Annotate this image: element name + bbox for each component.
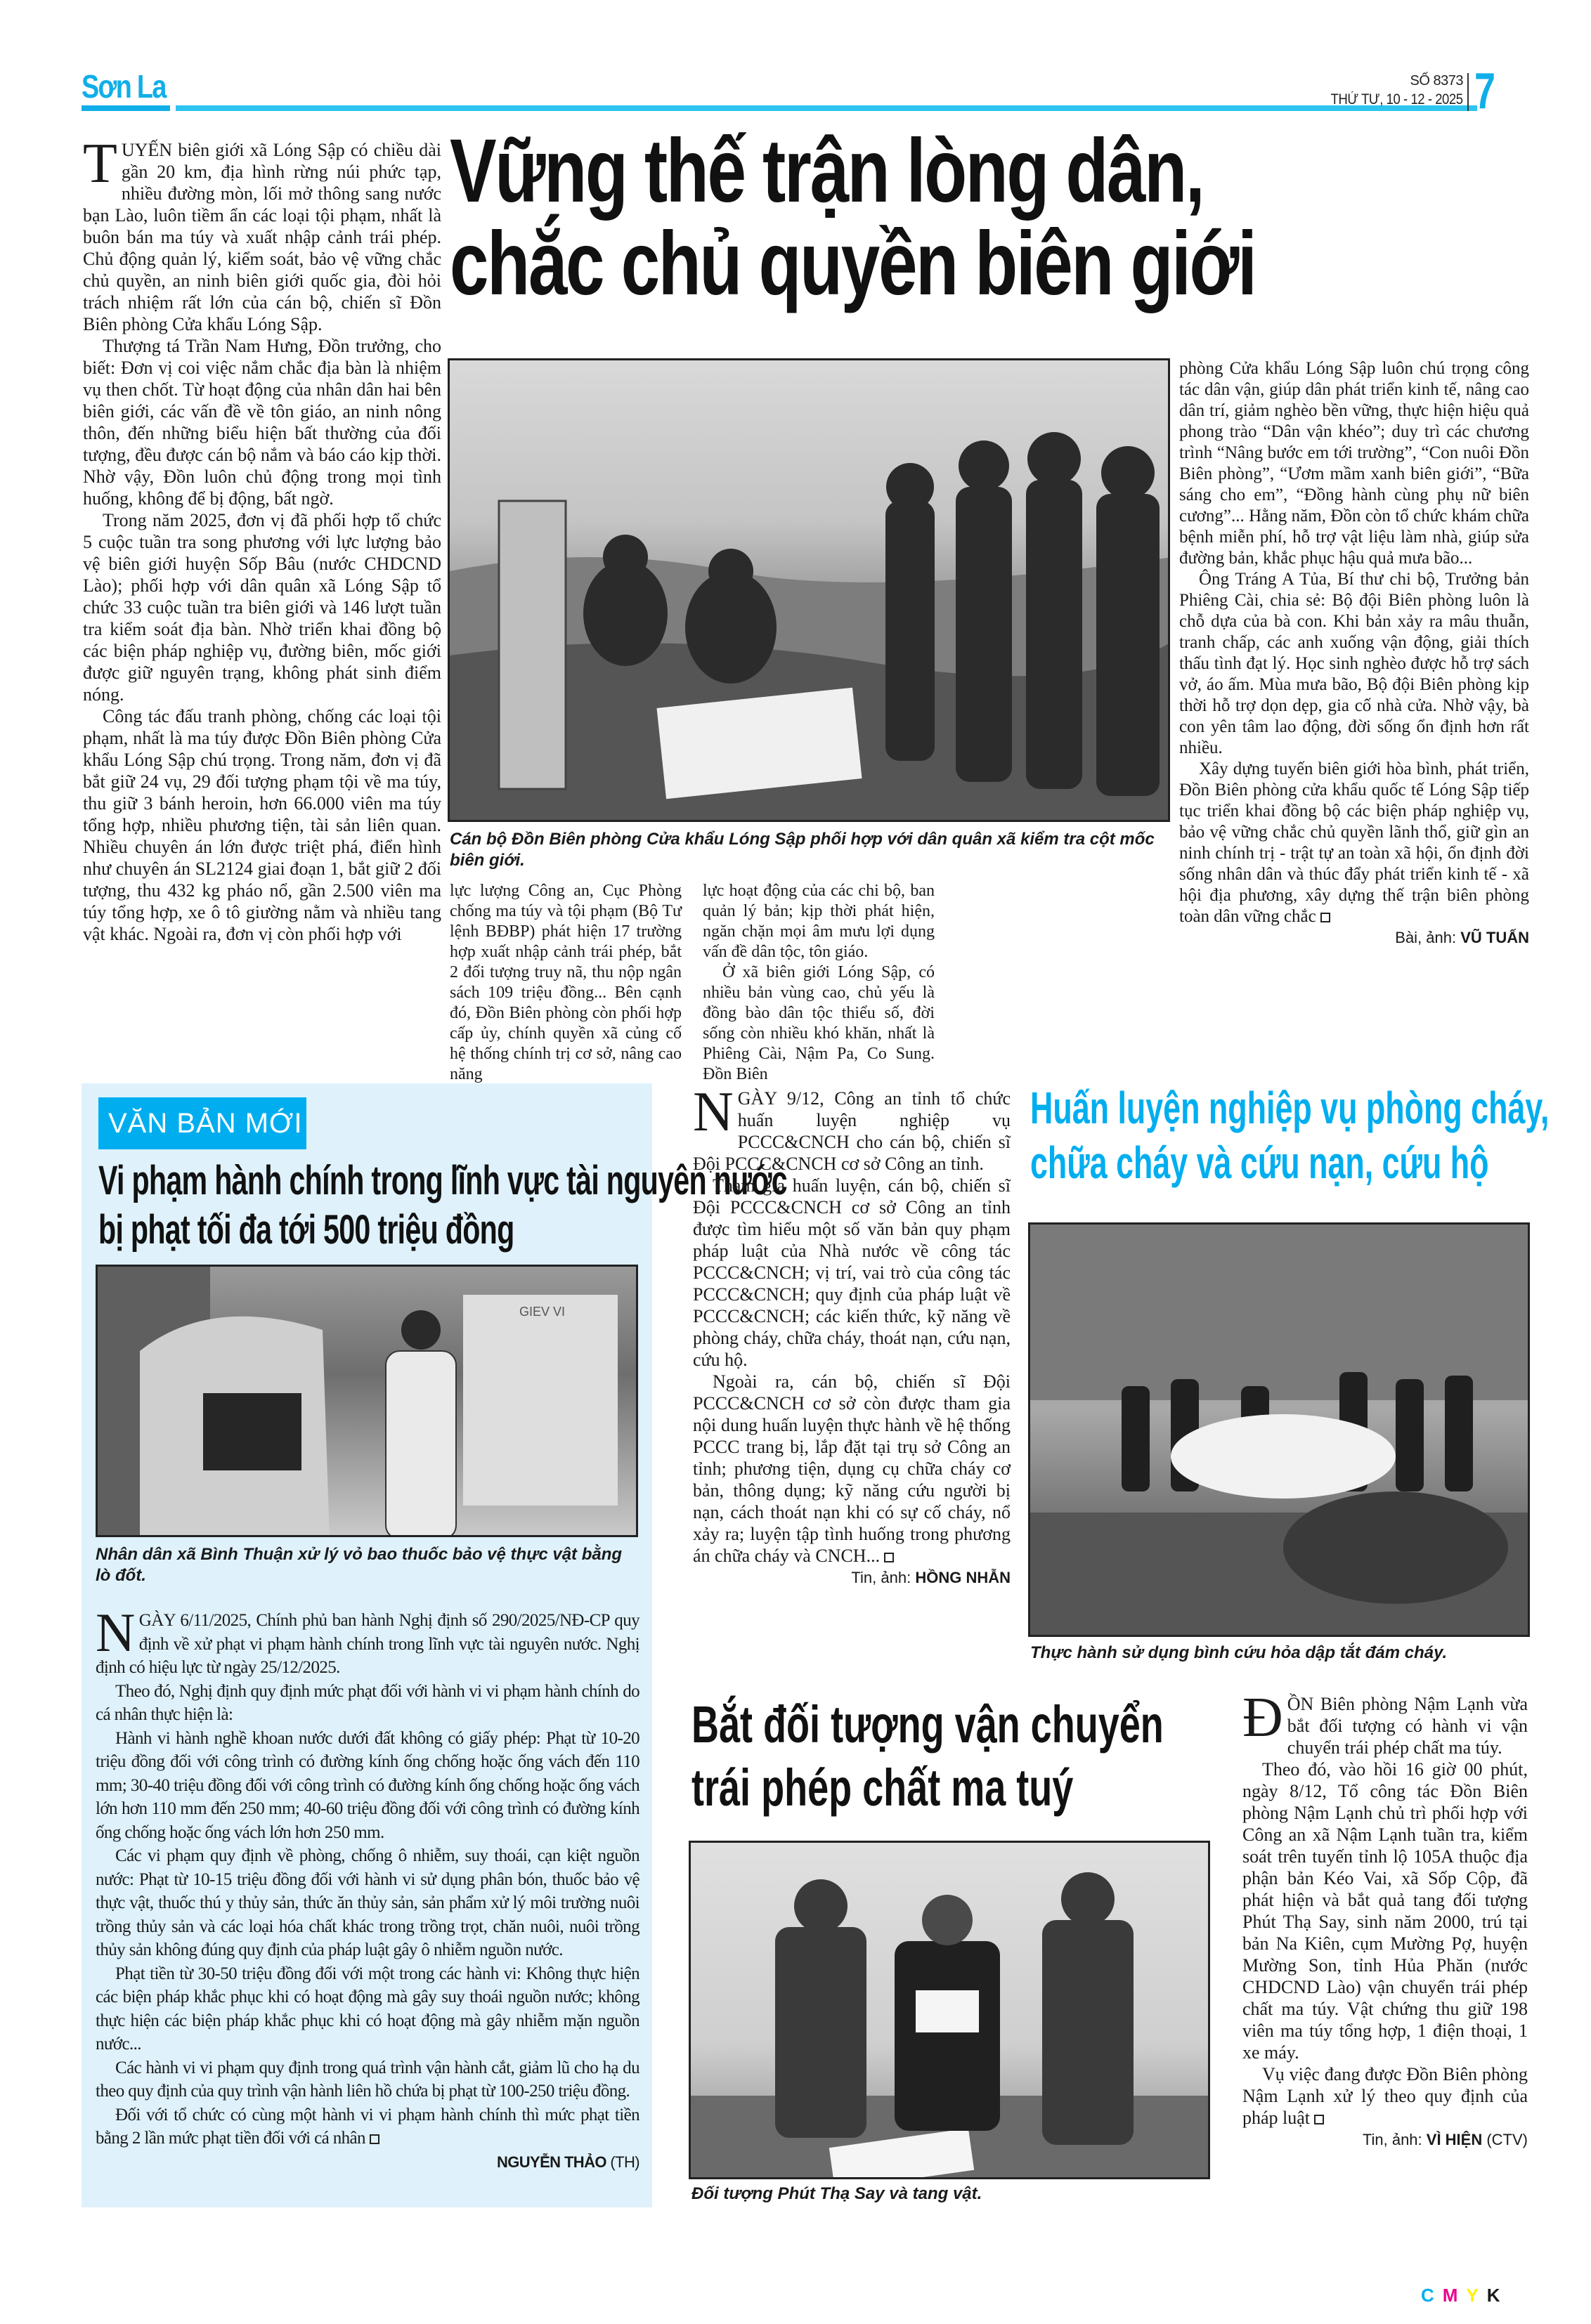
suspect-photo-caption: Đối tượng Phút Thạ Say và tang vật. — [691, 2184, 982, 2203]
border-marker-stone — [499, 501, 566, 789]
end-mark-icon — [1314, 2115, 1324, 2124]
border-patrol-photo — [450, 360, 1170, 822]
incinerator-photo — [96, 1265, 638, 1537]
main-paragraph: TUYẾN biên giới xã Lóng Sập có chiều dài gần 20 km, địa hình rừng núi phức tạp, nhiều đường mòn, lối mở thông sang nước bạn Lào, luôn tiềm ẩn các loại tội phạm, nhất là buôn bán ma túy và xuất nhập cảnh trái phép. Chủ động quản lý, kiểm soát, bảo vệ vững chắc chủ quyền, an ninh biên giới quốc gia, đòi hỏi trách nhiệm rất lớn của cán bộ, chiến sĩ Đồn Biên phòng Cửa khẩu Lóng Sập. — [83, 133, 441, 334]
main-article-column-3 — [703, 881, 935, 1085]
main-paragraph: Công tác đấu tranh phòng, chống các loại tội phạm, nhất là ma túy được Đồn Biên phòng Cửa khẩu Lóng Sập chú trọng. Trong năm, đơn vị đã bắt giữ 24 vụ, 29 đối tượng phạm tội về ma túy, thu giữ 3 bánh heroin, hơn 66.000 viên ma túy tổng hợp, nhiều phương tiện, tài sản liên quan. Nhiều chuyên án lớn được triệt phá, điển hình như chuyên án SL2124 giai đoạn 1, bắt giữ 2 đối tượng, thu 432 kg pháo nổ, gần 2.500 viên ma túy tổng hợp, xe ô tô giường nằm và nhiều tang vật khác. Ngoài ra, đơn vị còn phối hợp với — [83, 706, 441, 944]
cmyk-yellow: Y — [1466, 2285, 1487, 2306]
new-documents-paragraph: Phạt tiền từ 30-50 triệu đồng đối với một trong các hành vi: Không thực hiện các biện pháp khắc phục khi có hoạt động mà gây suy thoái nguồn nước; không thực hiện các biện pháp khắc phục khi có hoạt động mà gây nhiễm mặn nguồn nước... — [96, 1964, 639, 2054]
main-paragraph: lực hoạt động của các chi bộ, ban quản lý bản; kịp thời phát hiện, ngăn chặn mọi âm mưu lợi dụng vấn đề dân tộc, tôn giáo. — [703, 882, 935, 961]
main-headline — [450, 121, 1294, 314]
end-mark-icon — [884, 1553, 894, 1562]
header-divider — [1467, 73, 1469, 111]
new-documents-body — [96, 1602, 639, 2174]
suspect-photo — [689, 1841, 1210, 2179]
header-rule-short — [82, 105, 170, 111]
main-headline-line-2: chắc chủ quyền biên giới — [450, 214, 1256, 314]
main-paragraph: Thượng tá Trần Nam Hưng, Đồn trưởng, cho biết: Đơn vị coi việc nắm chắc địa bàn là nhiệm vụ then chốt. Từ hoạt động của nhân dân hai bên biên giới, các vấn đề về tôn giáo, an ninh nông thôn, đến những biểu hiện bất thường của đối tượng, đều được cán bộ nắm và báo cáo kịp thời. Nhờ vậy, Đồn luôn chủ động trong mọi tình huống, không để bị động, bất ngờ. — [83, 336, 441, 509]
pccc-byline: Tin, ảnh: HỒNG NHẪN — [851, 1569, 1011, 1586]
drug-paragraph: ĐỒN Biên phòng Nậm Lạnh vừa bắt đối tượng có hành vi vận chuyển trái phép chất ma túy. — [1242, 1687, 1528, 1758]
cmyk-registration-marks — [1421, 2285, 1509, 2306]
drop-cap: N — [96, 1602, 135, 1663]
header-rule-long — [176, 105, 1477, 111]
end-mark-icon — [1320, 913, 1330, 922]
new-documents-byline: NGUYỄN THẢO (TH) — [496, 2153, 639, 2171]
burning-brush — [1283, 1491, 1508, 1604]
page-number: 7 — [1474, 63, 1496, 119]
new-documents-paragraph: Hành vi hành nghề khoan nước dưới đất không có giấy phép: Phạt từ 10-20 triệu đồng đối với công trình có đường kính ống chống hoặc ống vách đến 110 mm; 30-40 triệu đồng đối với công trình có đường kính ống chống hoặc ống vách lớn hơn 110 mm đến 250 mm; 40-60 triệu đồng đối với công trình có đường kính ống chống hoặc ống vách lớn hơn 250 mm. — [96, 1728, 639, 1842]
cmyk-cyan: C — [1421, 2285, 1443, 2306]
issue-date: THỨ TƯ, 10 - 12 - 2025 — [1331, 91, 1463, 107]
extinguisher-spray — [1171, 1414, 1396, 1499]
held-paper — [916, 1990, 979, 2032]
new-documents-paragraph: Các vi phạm quy định về phòng, chống ô nhiễm, suy thoái, cạn kiệt nguồn nước: Phạt từ 10-15 triệu đồng đối với hành vi sử dụng phân bón, thuốc bảo vệ thực vật, thuốc thú y thủy sản, thức ăn thủy sản, sản phẩm xử lý môi trường nuôi trồng thủy sản và các loại hóa chất khác trong trồng trọt, chăn nuôi, nuôi trồng thủy sản không đúng quy định của pháp luật gây ô nhiễm nguồn nước. — [96, 1846, 639, 1959]
main-paragraph: Ông Tráng A Tủa, Bí thư chi bộ, Trưởng bản Phiêng Cài, chia sẻ: Bộ đội Biên phòng luôn là chỗ dựa của bà con. Khi bản xảy ra mâu thuẫn, tranh chấp, các anh xuống vận động, giải thích thấu tình đạt lý. Học sinh nghèo được hỗ trợ sách vở, áo ấm. Mùa mưa bão, Bộ đội Biên phòng kịp thời hỗ trợ dọn dẹp, gia cố nhà cửa. Nhờ vậy, bà con yên tâm lao động, đời sống ổn định hơn rất nhiều. — [1179, 570, 1529, 757]
main-paragraph: Trong năm 2025, đơn vị đã phối hợp tổ chức 5 cuộc tuần tra song phương với lực lượng bảo vệ biên giới huyện Sốp Bâu (nước CHDCND Lào); phối hợp với dân quân xã Lóng Sập tổ chức 33 cuộc tuần tra biên giới và 146 lượt tuần tra kiểm soát địa bàn. Nhờ triển khai đồng bộ các biện pháp nghiệp vụ, đường biên, mốc giới được giữ nguyên trạng, không phát sinh điểm nóng. — [83, 510, 441, 705]
drop-cap: N — [693, 1081, 734, 1143]
new-documents-headline-line-1: Vi phạm hành chính trong lĩnh vực tài nguyên nước — [98, 1158, 787, 1203]
drop-cap: Đ — [1242, 1687, 1283, 1749]
end-mark-icon — [370, 2134, 379, 2144]
main-paragraph: Xây dựng tuyến biên giới hòa bình, phát triển, Đồn Biên phòng cửa khẩu quốc tế Lóng Sập tiếp tục triển khai đồng bộ các biện pháp nghiệp vụ, bảo vệ vững chắc chủ quyền lãnh thổ, giữ gìn an ninh chính trị - trật tự an toàn xã hội, ổn định đời sống nhân dân và thúc đẩy phát triển kinh tế - xã hội địa phương, xây dựng thế trận biên phòng toàn dân vững chắc — [1179, 759, 1529, 926]
section-name: Sơn La — [82, 68, 166, 105]
main-headline-line-1: Vững thế trận lòng dân, — [450, 121, 1204, 221]
main-paragraph: lực lượng Công an, Cục Phòng chống ma túy và tội phạm (Bộ Tư lệnh BĐBP) phát hiện 17 trường hợp xuất nhập cảnh trái phép, bắt 2 đối tượng truy nã, thu nộp ngân sách 109 triệu đồng... Bên cạnh đó, Đồn Biên phòng còn phối hợp cấp ủy, chính quyền xã củng cố hệ thống chính trị cơ sở, nâng cao năng — [450, 882, 682, 1083]
main-byline: Bài, ảnh: VŨ TUẤN — [1395, 929, 1529, 946]
pccc-headline-line-1: Huấn luyện nghiệp vụ phòng cháy, — [1030, 1083, 1550, 1133]
main-article-column-2 — [450, 881, 682, 1085]
pccc-paragraph: Tham gia huấn luyện, cán bộ, chiến sĩ Đội PCCC&CNCH cơ sở Công an tỉnh được tìm hiểu một số văn bản quy phạm pháp luật của Nhà nước về công tác PCCC&CNCH; vị trí, vai trò của công tác PCCC&CNCH; quy định của pháp luật về PCCC&CNCH; các kiến thức, kỹ năng về phòng cháy, chữa cháy, thoát nạn, cứu nạn, cứu hộ. — [693, 1175, 1011, 1370]
drop-cap: T — [83, 133, 117, 195]
main-photo-caption: Cán bộ Đồn Biên phòng Cửa khẩu Lóng Sập phối hợp với dân quân xã kiểm tra cột mốc biên giới. — [450, 830, 1155, 870]
main-article-column-1 — [83, 133, 441, 1059]
main-photo — [448, 358, 1170, 822]
drug-headline: Bắt đối tượng vận chuyển trái phép chất ma tuý — [691, 1695, 1164, 1817]
new-documents-headline — [98, 1156, 787, 1255]
new-documents-paragraph: Các hành vi vi phạm quy định trong quá trình vận hành cắt, giảm lũ cho hạ du theo quy định của quy trình vận hành liên hồ chứa bị phạt từ 100-250 triệu đồng. — [96, 2058, 639, 2101]
main-paragraph: Ở xã biên giới Lóng Sập, có nhiều bản vùng cao, chủ yếu là đồng bào dân tộc thiểu số, đời sống còn nhiều khó khăn, nhất là Phiêng Cài, Nậm Pa, Co Sung. Đồn Biên — [703, 963, 935, 1083]
drug-paragraph: Vụ việc đang được Đồn Biên phòng Nậm Lạnh xử lý theo quy định của pháp luật — [1242, 2064, 1528, 2128]
new-documents-paragraph: Đối với tổ chức có cùng một hành vi vi phạm hành chính thì mức phạt tiền bằng 2 lần mức phạt tiền đối với cá nhân — [96, 2105, 639, 2148]
drug-article-body — [1242, 1687, 1528, 2150]
fire-drill-photo — [1028, 1222, 1530, 1637]
pccc-headline — [1030, 1081, 1550, 1190]
person — [386, 1351, 456, 1537]
issue-number: SỐ 8373 — [1410, 73, 1463, 89]
main-paragraph: phòng Cửa khẩu Lóng Sập luôn chú trọng công tác dân vận, giúp dân phát triển kinh tế, nâng cao dân trí, giảm nghèo bền vững, thực hiện hiệu quả phong trào “Dân vận khéo”; duy trì các chương trình “Nâng bước em tới trường”, “Con nuôi Đồn Biên phòng”, “Ươm mầm xanh biên giới”, “Bữa sáng cho em”, “Đồng hành cùng phụ nữ biên cương”... Hằng năm, Đồn còn tổ chức khám chữa bệnh miễn phí, hỗ trợ vật liệu làm nhà, giúp sửa đường bản, khắc phục hậu quả mưa bão... — [1179, 359, 1529, 568]
cmyk-black: K — [1486, 2285, 1509, 2306]
pccc-article-body — [693, 1081, 1011, 1588]
new-documents-paragraph: NGÀY 6/11/2025, Chính phủ ban hành Nghị định số 290/2025/NĐ-CP quy định về xử phạt vi phạm hành chính trong lĩnh vực tài nguyên nước. Nghị định có hiệu lực từ ngày 25/12/2025. — [96, 1602, 639, 1677]
incinerator-right — [463, 1295, 618, 1506]
new-documents-paragraph: Theo đó, Nghị định quy định mức phạt đối với hành vi vi phạm hành chính do cá nhân thực hiện là: — [96, 1681, 639, 1724]
drug-byline: Tin, ảnh: VÌ HIỆN (CTV) — [1362, 2131, 1528, 2148]
drug-paragraph: Theo đó, vào hồi 16 giờ 00 phút, ngày 8/12, Tổ công tác Đồn Biên phòng Nậm Lạnh chủ trì phối hợp với Công an xã Nậm Lạnh tuần tra, kiểm soát trên tuyến tỉnh lộ 105A thuộc địa phận bản Kéo Vai, xã Sốp Cộp, đã phát hiện và bắt quả tang đối tượng Phút Thạ Say, sinh năm 2000, trú tại bản Na Kiên, cụm Mường Pợ, huyện Mường Son, tỉnh Hủa Phăn (nước CHDCND Lào) vận chuyển trái phép chất ma túy. Vật chứng thu giữ 198 viên ma túy tổng hợp, 1 điện thoại, 1 xe máy. — [1242, 1759, 1528, 2063]
cmyk-magenta: M — [1442, 2285, 1467, 2306]
pccc-paragraph: Ngoài ra, cán bộ, chiến sĩ Đội PCCC&CNCH cơ sở còn được tham gia nội dung huấn luyện thực hành về hệ thống PCCC trang bị, lắp đặt tại trụ sở Công an tỉnh; phương tiện, dụng cụ chữa cháy cơ bản, thông dụng; kỹ năng cứu người bị nạn, cách thoát nạn khi có sự cố cháy, nổ xảy ra; luyện tập tình huống trong phương án chữa cháy và CNCH... — [693, 1371, 1011, 1566]
pccc-headline-line-2: chữa cháy và cứu nạn, cứu hộ — [1030, 1137, 1489, 1188]
fire-drill-photo-caption: Thực hành sử dụng bình cứu hỏa dập tắt đám cháy. — [1030, 1643, 1448, 1662]
kiln-sign-text: GIEV VI — [519, 1305, 566, 1319]
new-documents-tag: VĂN BẢN MỚI — [98, 1097, 306, 1149]
main-article-column-4 — [1179, 358, 1529, 948]
new-documents-headline-line-2: bị phạt tối đa tới 500 triệu đồng — [98, 1207, 514, 1253]
pccc-paragraph: NGÀY 9/12, Công an tỉnh tổ chức huấn luyện nghiệp vụ PCCC&CNCH cho cán bộ, chiến sĩ Đội PCCC&CNCH cơ sở Công an tỉnh. — [693, 1081, 1011, 1174]
incinerator-photo-caption: Nhân dân xã Bình Thuận xử lý vỏ bao thuốc bảo vệ thực vật bằng lò đốt. — [96, 1545, 623, 1585]
